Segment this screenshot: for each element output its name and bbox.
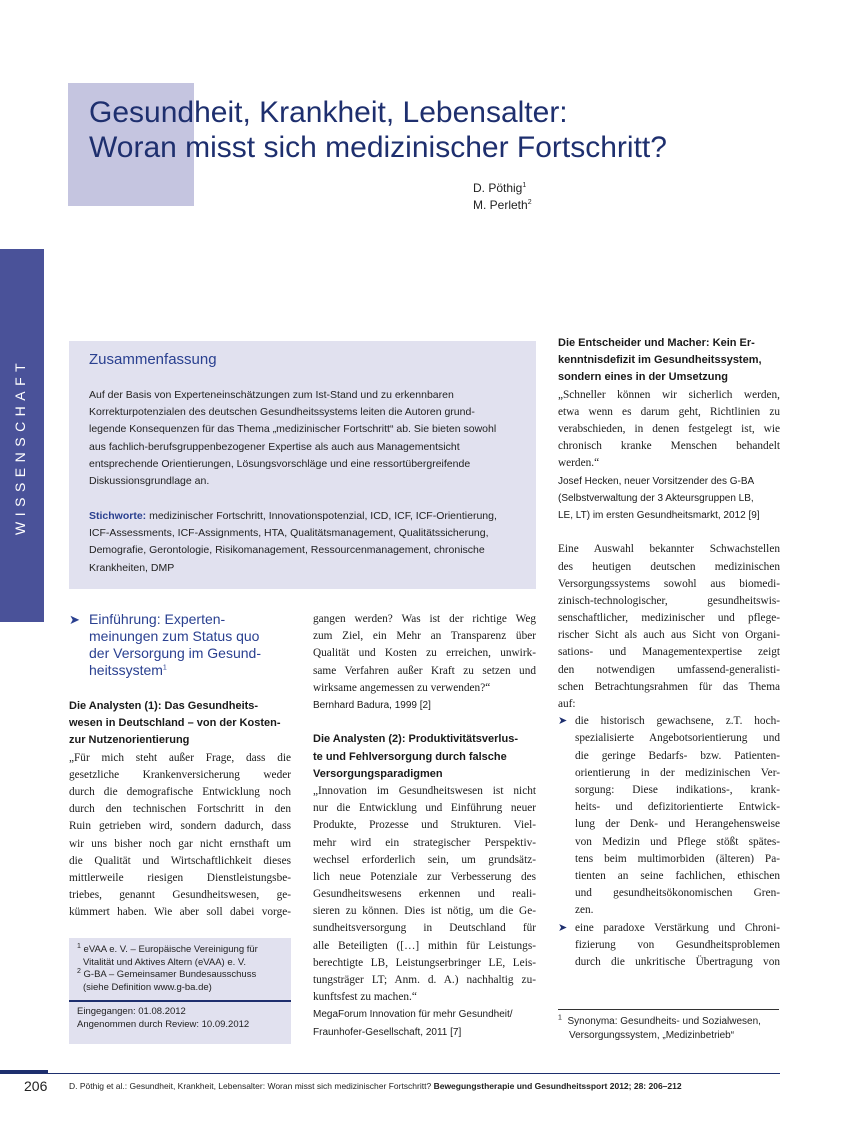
section-heading-line: der Versorgung im Gesund- <box>89 645 261 661</box>
body-line: kümmert haben. Wie aber soll dabei vorge- <box>69 906 291 919</box>
footnote-box: $^1$ eVAA e. V. – Europäische Vereinigung für Vitalität und Aktives Altern (eVAA) e. V. $^2$ G-BA – Gemeinsamer Bundesausschuss (siehe Definition www.g-ba.de) Eingegangen: 01.08.2012 Angenommen durch Review: 10.09.2012 <box>69 938 291 1044</box>
subheading-line: zur Nutzenorientierung <box>69 734 190 747</box>
abstract-line: Diskussionsgrundlage an. <box>89 475 210 488</box>
body-line: lich neue Potenziale zur Verbesserung des <box>313 870 536 883</box>
arrow-icon: ➤ <box>69 612 80 627</box>
citation: LE, LT) im ersten Gesundheitsmarkt, 2012 [9] <box>558 509 760 521</box>
footnote-ref: 1 <box>162 664 167 672</box>
bullet-line: zen. <box>575 904 594 917</box>
body-line: Produkte, Prozesse und Strukturen. Viel- <box>313 819 536 832</box>
body-line: Qualität und Kosten zu erreichen, unwirk- <box>313 647 536 660</box>
citation: Fraunhofer-Gesellschaft, 2011 [7] <box>313 1026 462 1038</box>
section-heading-line: meinungen zum Status quo <box>89 628 260 644</box>
citation: (Selbstverwaltung der 3 Akteursgruppen LB, <box>558 492 754 504</box>
body-line: schen Betrachtungsrahmen für das Thema <box>558 680 780 693</box>
body-line: same Verfahren außer Kraft zu setzen und <box>313 664 536 677</box>
bullet-item <box>558 920 780 972</box>
subheading-line: Die Analysten (2): Produktivitätsverlus- <box>313 733 518 746</box>
body-line: Gesundheitswesens erkennen und reali- <box>313 888 536 901</box>
author-list <box>473 180 532 214</box>
bullet-line: sorgung: Diese indikations-, krank- <box>575 784 780 796</box>
author: D. Pöthig$^1$ <box>473 181 527 195</box>
body-line: mittlerweile riesigen Dienstleistungsbe- <box>69 871 291 884</box>
footnote-line: Synonyma: Gesundheits- und Sozialwesen, <box>567 1016 761 1027</box>
footer-rule <box>0 1073 780 1074</box>
bullet-line: tens beim multimorbiden (älteren) Pa- <box>575 852 780 865</box>
arrow-bullet-icon: ➤ <box>558 921 568 934</box>
body-line: Eine Auswahl bekannter Schwachstellen <box>558 543 780 556</box>
bullet-line: spezialisierte Angebotsorientierung und <box>575 732 780 745</box>
keywords-line: Krankheiten, DMP <box>89 561 175 574</box>
bullet-line: und gesundheitsökonomischen Gren- <box>575 887 780 900</box>
received-date: Eingegangen: 01.08.2012 <box>77 1006 186 1017</box>
bullet-line: durch die unkritische Übertragung von <box>575 955 780 968</box>
body-line: durch die demografische Entwicklung noch <box>69 785 291 798</box>
footnote-line: Vitalität und Aktives Altern (eVAA) e. V. <box>83 956 246 968</box>
abstract-box <box>69 341 536 589</box>
abstract-text <box>89 387 529 490</box>
body-line: berechtigte LB, Leistungserbringer LE, Leis- <box>313 956 536 969</box>
bullet-item <box>558 713 780 919</box>
column-1-text <box>69 698 291 921</box>
body-line: Versorgungssystems sowohl aus biomedi- <box>558 577 780 590</box>
body-line: Ruin getrieben wird, sondern dadurch, dass <box>69 820 291 833</box>
body-line: „Schneller können wir sicherlich werden, <box>558 388 780 401</box>
bullet-line: die geringe Bedarfs- bzw. Patienten- <box>575 749 780 762</box>
citation: Bernhard Badura, 1999 [2] <box>313 699 431 711</box>
subheading-line: te und Fehlversorgung durch falsche <box>313 750 507 763</box>
body-line: alle Beteiligten ([…] mithin für Leistungs- <box>313 939 536 952</box>
body-line: rischer Sicht als auch aus Sicht von Organi- <box>558 629 780 642</box>
title-line: Gesundheit, Krankheit, Lebensalter: <box>89 96 568 129</box>
title-line: Woran misst sich medizinischer Fortschritt? <box>89 131 667 164</box>
body-line: werden.“ <box>558 457 600 470</box>
body-line: senschaftlicher, medizinischer und pflege- <box>558 612 780 625</box>
body-line: durch den technischen Fortschritt in den <box>69 803 291 816</box>
abstract-line: legende Konsequenzen für das Thema „medizinischer Fortschritt“ ab. Sie bieten sowohl <box>89 423 497 436</box>
bullet-line: orientierung in der medizinischen Ver- <box>575 766 780 779</box>
bullet-line: eine paradoxe Verstärkung und Chroni- <box>575 921 780 934</box>
body-line: mehr wird ein strategischer Perspektiv- <box>313 836 536 849</box>
footnote-line: (siehe Definition www.g-ba.de) <box>83 981 212 993</box>
abstract-line: Korrekturpotenzialen des deutschen Gesundheitssystems leiten die Autoren grund- <box>89 406 475 419</box>
subheading-line: Die Entscheider und Macher: Kein Er- <box>558 337 755 349</box>
synonym-footnote: $^1$ Synonyma: Gesundheits- und Sozialwesen, Versorgungssystem, „Medizinbetrieb“ <box>558 1014 761 1041</box>
bullet-line: tienten an seine fachlichen, ethischen <box>575 869 780 882</box>
keywords-label: Stichworte: <box>89 510 147 522</box>
abstract-line: aus fachlich-berufsgruppenbezogener Expertise als auch aus Managementsicht <box>89 440 460 453</box>
body-line: gangen werden? Was ist der richtige Weg <box>313 613 536 625</box>
subheading-line: sondern eines in der Umsetzung <box>558 371 728 384</box>
body-line: „Innovation im Gesundheitswesen ist nicht <box>313 784 536 797</box>
column-2-text <box>313 611 536 1041</box>
abstract-line: entsprechende Orientierungen, Lösungsvorschläge und eine ressortübergreifende <box>89 457 471 470</box>
subheading-line: wesen in Deutschland – von der Kosten- <box>69 717 281 730</box>
footnote-line: G-BA – Gemeinsamer Bundesausschuss <box>83 969 257 980</box>
footnote-rule <box>558 1009 779 1010</box>
bullet-line: von Medizin und Pflege stößt spätes- <box>575 835 780 848</box>
body-line: wirksame angemessen zu verwenden?“ <box>313 681 491 694</box>
section-heading-line: Einführung: Experten- <box>89 611 226 627</box>
column-3-text <box>558 335 780 971</box>
body-line: zum Ziel, ein Mehr an Transparenz über <box>313 630 536 643</box>
accepted-date: Angenommen durch Review: 10.09.2012 <box>77 1018 250 1030</box>
footnote-line: eVAA e. V. – Europäische Vereinigung für <box>83 944 258 955</box>
body-line: des heutigen deutschen medizinischen <box>558 560 780 573</box>
page-number: 206 <box>24 1078 48 1094</box>
body-line: wir uns bisher noch gar nicht ernsthaft um <box>69 837 291 850</box>
section-heading-line: heitssystem <box>89 662 163 678</box>
body-line: sieren zu können. Dies ist nötig, um die Ge- <box>313 905 536 918</box>
abstract-line: Auf der Basis von Experteneinschätzungen zum Ist-Stand und zu erkennbaren <box>89 389 454 401</box>
keywords <box>89 508 529 577</box>
body-line: die Qualität und Wirtschaftlichkeit dieses <box>69 854 291 867</box>
bullet-line: die historisch gewachsene, z.T. hoch- <box>575 715 780 728</box>
body-line: chronisch kranke Menschen behandelt <box>558 440 780 453</box>
body-line: wechsel erforderlich sein, um grundsätz- <box>313 853 536 866</box>
keywords-line: Demografie, Gerontologie, Risikomanagement, Ressourcenmanagement, chronische <box>89 544 485 557</box>
sidebar-label: WISSENSCHAFT <box>12 357 28 535</box>
journal-name: Bewegungstherapie und Gesundheitssport 2012; 28: 206–212 <box>433 1081 682 1091</box>
body-line: verabschieden, in denen festgelegt ist, wie <box>558 422 780 435</box>
body-line: sations- und Managementexpertise zeigt <box>558 646 780 659</box>
author: M. Perleth$^2$ <box>473 198 532 212</box>
body-line: den notwendigen umfassend-generalisti- <box>558 663 780 676</box>
body-line: zinisch-technologischer, gesundheitswis- <box>558 594 780 607</box>
keywords-line: medizinischer Fortschritt, Innovationspotenzial, ICD, ICF, ICF-Orientierung, <box>149 510 497 522</box>
body-line: sundheitsversorgung in Deutschland für <box>313 922 536 935</box>
footnote-line: Versorgungssystem, „Medizinbetrieb“ <box>569 1030 735 1041</box>
body-line: „Für mich steht außer Frage, dass die <box>69 751 291 764</box>
subheading-line: Die Analysten (1): Das Gesundheits- <box>69 700 259 712</box>
bullet-line: heits- und defizitorientierte Entwick- <box>575 801 780 814</box>
keywords-line: ICF-Assessments, ICF-Assignments, HTA, Qualitätsmanagement, Qualitätssicherung, <box>89 527 489 540</box>
body-line: kunftsfest zu machen.“ <box>313 991 417 1004</box>
bullet-line: lung der Denk- und Herangehensweise <box>575 818 780 831</box>
arrow-bullet-icon: ➤ <box>558 715 568 728</box>
footer-citation: D. Pöthig et al.: Gesundheit, Krankheit, Lebensalter: Woran misst sich medizinischer Fortschritt? Bewegungstherapie und Gesundheitssport 2012; 28: 206–212 <box>69 1081 682 1091</box>
bullet-line: fizierung von Gesundheitsproblemen <box>575 938 780 951</box>
article-title <box>89 95 789 165</box>
citation: MegaForum Innovation für mehr Gesundheit/ <box>313 1009 513 1021</box>
subheading-line: kenntnisdefizit im Gesundheitssystem, <box>558 354 762 367</box>
citation: Josef Hecken, neuer Vorsitzender des G-BA <box>558 475 755 487</box>
body-line: etwa wenn es darum geht, Richtlinien zu <box>558 405 780 418</box>
subheading-line: Versorgungsparadigmen <box>313 767 443 780</box>
body-line: nur die Entwicklung und Einführung neuer <box>313 802 536 815</box>
body-line: tungsträger LT; Anm. d. A.) nachhaltig zu- <box>313 974 536 987</box>
body-line: triebes, genannt Gesundheitswesen, ge- <box>69 889 291 902</box>
body-line: auf: <box>558 698 576 711</box>
body-line: gesetzliche Krankenversicherung weder <box>69 768 291 781</box>
abstract-heading: Zusammenfassung <box>89 351 217 368</box>
